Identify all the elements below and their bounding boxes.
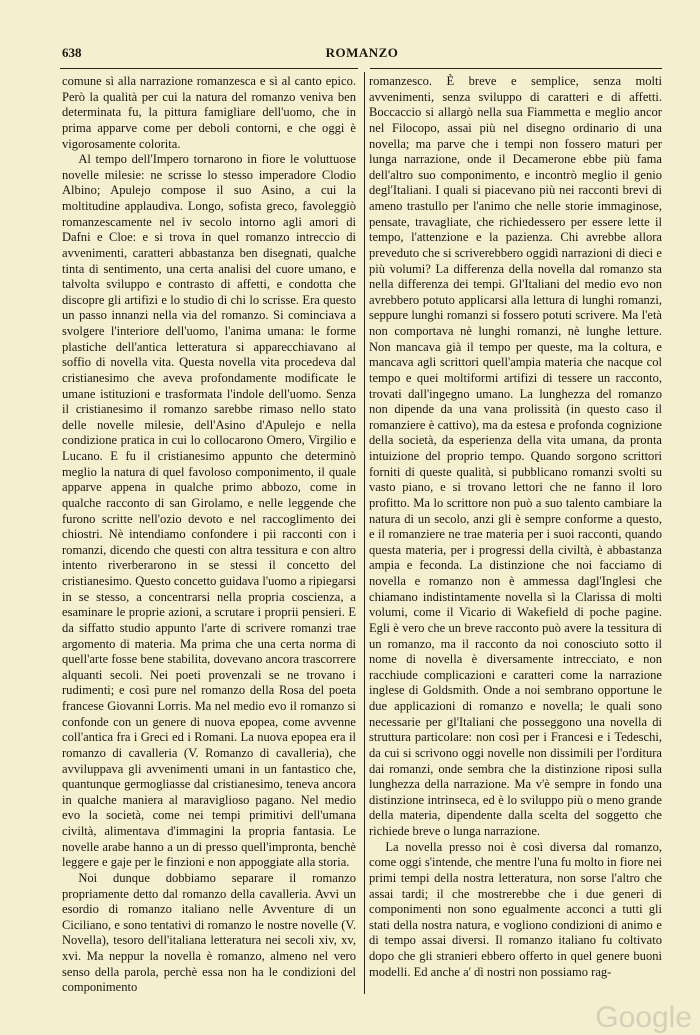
column-divider — [364, 72, 365, 994]
running-title: ROMANZO — [325, 45, 399, 60]
paragraph: Al tempo dell'Impero tornarono in fiore le voluttuose novelle milesie: ne scrisse lo stesso imperadore Clodio Albino; Apulejo compose il suo Asino, a cui la moltitudine applaudiva. Longo, sofista greco, favoleggiò romanzescamente nel iv secolo intorno agli amori di Dafni e Cloe: e si trova in quel romanzo intreccio di avvenimenti, caratteri abbastanza ben disegnati, qualche tinta di sentimento, una certa analisi del cuore umano, e talvolta sviluppo e contrasto di affetti, e condotta che discopre gli artifizi e lo studio di chi lo scrisse. Era questo un passo innanzi nella via del romanzo. Si cominciava a svolgere l'interiore dell'uomo, l'anima umana: le forme plastiche dell'antica letteratura si apparecchiavano al soffio di novella vita. Questa novella vita procedeva dal cristianesimo che aveva profondamente modificate le umane istituzioni e trasformata l'indole dell'uomo. Senza il cristianesimo il romanzo sarebbe rimaso nello stato delle novelle milesie, dell'Asino d'Apulejo e nella condizione pratica in cui lo collocarono Omero, Virgilio e Lucano. E fu il cristianesimo appunto che determinò meglio la natura di quel favoloso componimento, il quale apparve appena in qualche primo abbozo, come in qualche racconto di san Girolamo, e nelle leggende che furono scritte nell'ozio devoto e nel raccoglimento dei chiostri. Nè intendiamo confondere i pii racconti con i romanzi, dicendo che questi con altra tessitura e con altro intento riverberarono in se stessi il concetto del cristianesimo. Questo concetto guidava l'uomo a ripiegarsi in se stesso, a concentrarsi nella propria coscienza, a esaminare le proprie azioni, a scrutare i proprii pensieri. E da siffatto studio appunto l'arte di scrivere romanzi trae argomento di materia. Ma prima che una certa norma di quell'arte fosse bene stabilita, dovevano ancora trascorrere alquanti secoli. Nei poeti provenzali se ne trovano i rudimenti; e così pure nel romanzo della Rosa del poeta francese Giovanni Lorris. Ma nel medio evo il romanzo si confonde con un genere di nuova epopea, come avvenne coll'antica fra i Greci ed i Romani. La nuova epopea era il romanzo di cavalleria (V. Romanzo di cavalleria), che avviluppava gli avvenimenti umani in un fantastico che, quantunque germogliasse dal cristianesimo, teneva ancora in qualche maniera al maraviglioso pagano. Nel medio evo la società, come nei tempi primitivi dell'umana civiltà, alimentava d'immagini la propria fantasia. Le novelle arabe hanno a un di presso quell'impronta, benchè leggere e gaje per le finzioni e non appoggiate alla storia. — [62, 152, 356, 870]
watermark-logo: Google — [595, 1001, 692, 1034]
left-column — [62, 74, 356, 994]
paragraph: comune sì alla narrazione romanzesca e sì al canto epico. Però la qualità per cui la natura del romanzo veniva ben determinata fu, la pittura famigliare dell'uomo, che in prima apparve come per deboli contorni, e che oggi è vigorosamente colorita. — [62, 74, 356, 151]
right-column — [369, 74, 662, 994]
paragraph: romanzesco. È breve e semplice, senza molti avvenimenti, senza sviluppo di caratteri e di affetti. Boccaccio si allargò nella sua Fiammetta e meglio ancor nel Filocopo, assai più nel disegno ordinario di una novella; ma parve che i tempi non fossero maturi per lunga narrazione, onde il Decamerone ebbe più fama dell'altro suo componimento, e incontrò meglio il genio degl'Italiani. I quali si piacevano più nei racconti brevi di ameno trastullo per l'animo che nelle storie immaginose, pensate, travagliate, che richiedessero per essere lette il tempo, l'attenzione e la pazienza. Chi avrebbe allora preveduto che si scriverebbero oggidì narrazioni di dieci e più volumi? La differenza della novella dal romanzo sta nella differenza dei tempi. Gl'Italiani del medio evo non avrebbero potuto applicarsi alla lettura di lunghi romanzi, seppure lunghi romanzi si fossero potuti scrivere. Ma l'età non comportava nè lunghi romanzi, nè lunghe letture. Non mancava già il tempo per queste, ma la coltura, e mancava agli scrittori quell'ampia materia che nacque col tempo e quei moltiformi artifizi di tessere un racconto, trovati dall'ingegno umano. La lunghezza del romanzo non dipende da una vana prolissità (in questo caso il romanziere è cattivo), ma da estesa e profonda cognizione della società, da esperienza della vita umana, da pronta intuizione del proprio tempo. Quando sorgono scrittori forniti di queste qualità, si pubblicano romanzi svolti su vasto piano, e si trovano lettori che ne fanno il loro profitto. Ma lo scrittore non può a suo talento cambiare la natura di un secolo, anzi gli è sempre conforme a questo, e il romanziere ne trae materia per i suoi racconti, quando questa materia, per i progressi della civiltà, è abbastanza ampia e feconda. La distinzione che noi facciamo di novella e romanzo non è ammessa dagl'Inglesi che chiamano indistintamente novella sì la Clarissa di molti volumi, come il Vicario di Wakefield di poche pagine. Egli è vero che un breve racconto può avere la tessitura di un romanzo, ma il racconto da noi conosciuto sotto il nome di novella è diversamente intrecciato, e non racchiude complicazioni e caratteri come la narrazione inglese di Goldsmith. Onde a noi sembrano opportune le due applicazioni di romanzo e novella; le quali sono necessarie per gl'Italiani che posseggono una novella di struttura particolare: non così per i Francesi e i Tedeschi, da cui si scrivono oggi novelle non dissimili per l'orditura dai romanzi, onde sembra che la distinzione riposi sulla lunghezza della narrazione. Ma v'è sempre in fondo una distinzione intrinseca, ed è lo sviluppo più o meno grande della materia, dipendente dalla scelta del soggetto che richiede breve o lunga narrazione. — [369, 74, 662, 838]
paragraph: Noi dunque dobbiamo separare il romanzo propriamente detto dal romanzo della cavalleria. Avvi un esordio di romanzo italiano nelle Avventure di un Ciciliano, e sono tentativi di romanzo le nostre novelle (V. Novella), tesoro dell'italiana letteratura nei secoli xiv, xv, xvi. Ma neppur la novella è romanzo, almeno nel vero senso della parola, perchè essa non ha le condizioni del componimento — [62, 870, 356, 994]
header-rule-right — [370, 68, 662, 69]
paragraph: La novella presso noi è così diversa dal romanzo, come oggi s'intende, che mentre l'una fu molto in fiore nei primi tempi della nostra letteratura, non sorse l'altro che assai tardi; il che mostrerebbe che i due generi di componimenti non sono egualmente acconci a tutti gli stati della nostra natura, e vogliono condizioni di animo e di tempo assai diversi. Il romanzo italiano fu coltivato dopo che gli stranieri ebbero offerto in quel genere buoni modelli. Ed anche a' dì nostri non possiamo rag- — [369, 839, 662, 979]
header-rule-left — [60, 68, 358, 69]
page-number: 638 — [62, 45, 82, 60]
page-header — [62, 45, 662, 63]
